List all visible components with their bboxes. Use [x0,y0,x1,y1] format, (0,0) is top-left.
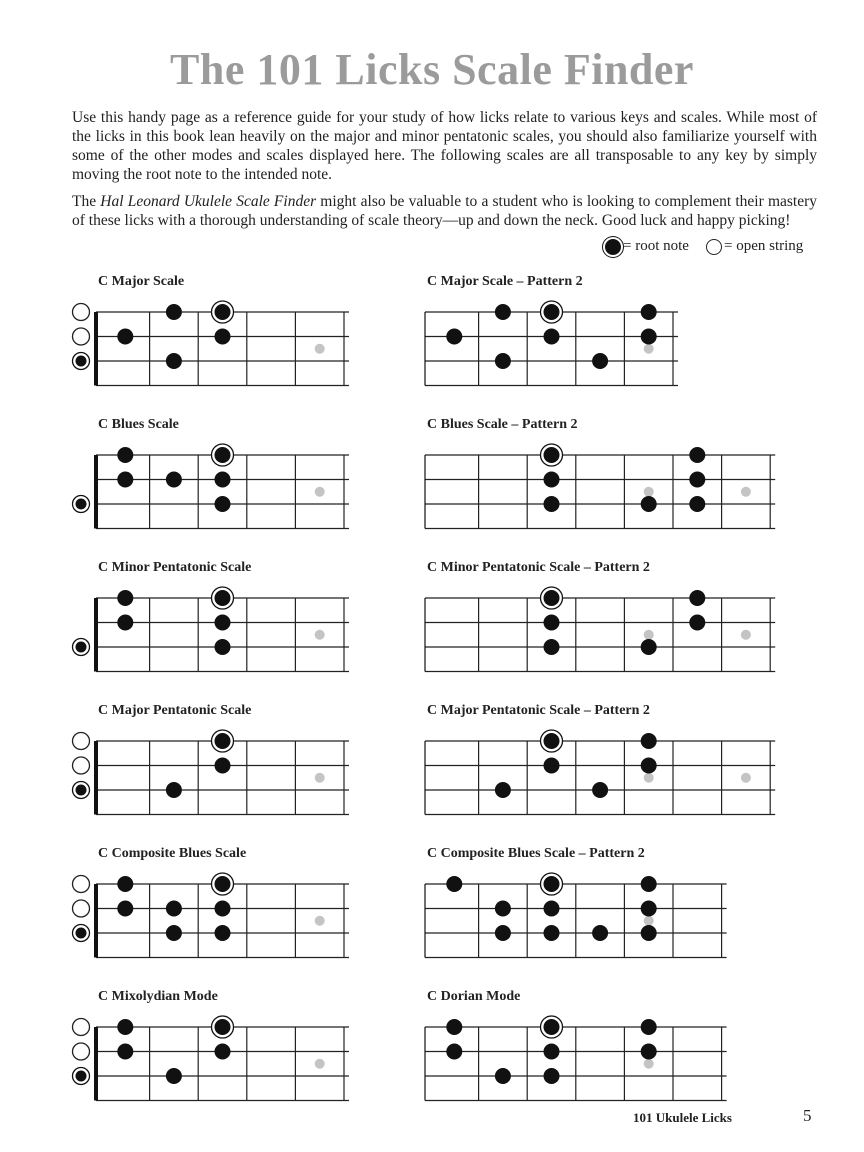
scale-note [544,901,560,917]
scale-diagram [425,417,775,529]
scale-note [544,1044,560,1060]
intro-paragraph: Use this handy page as a reference guide for your study of how licks relate to various keys and scales. While most of the licks in this book lean heavily on the major and minor pentatonic scales, you should also familiarize yourself with some of the other modes and scales displayed here. The following scales are all transposable to any key by simply moving the root note to the intended note. [72,109,817,183]
scale-note [641,329,657,345]
scale-note [495,353,511,369]
scale-note [215,1044,231,1060]
diagram-title: C Major Scale [98,274,185,289]
paragraph-prefix: The [72,193,101,210]
diagram-title: C Major Pentatonic Scale – Pattern 2 [427,703,650,718]
scale-note [544,472,560,488]
scale-note [495,901,511,917]
open-root-note [76,499,87,510]
scale-note [544,496,560,512]
root-note [215,447,231,463]
scale-note [446,1019,462,1035]
fret-marker [315,1059,325,1069]
scale-note [592,782,608,798]
scale-note [215,329,231,345]
scale-diagram [73,560,350,672]
open-string [73,876,90,893]
scale-note [689,472,705,488]
scale-note [689,615,705,631]
scale-note [641,758,657,774]
legend-open-string-label: = open string [724,238,804,254]
scale-note [117,876,133,892]
scale-diagram [73,417,350,529]
scale-note [446,876,462,892]
scale-note [641,1019,657,1035]
legend-root-note-label: = root note [623,238,689,254]
scale-note [544,329,560,345]
scale-note [446,329,462,345]
fret-marker [315,630,325,640]
root-note [215,590,231,606]
diagram-title: C Mixolydian Mode [98,989,218,1004]
scale-diagram [73,703,350,815]
open-root-note [76,785,87,796]
diagram-title: C Dorian Mode [427,989,521,1004]
scale-note [641,304,657,320]
open-root-note [76,928,87,939]
fret-marker [644,487,654,497]
open-root-note [76,356,87,367]
scale-note [117,1019,133,1035]
diagram-title: C Blues Scale – Pattern 2 [427,417,578,432]
scale-note [689,447,705,463]
scale-note [641,1044,657,1060]
open-root-note [76,1071,87,1082]
open-root-note [76,642,87,653]
scale-note [495,1068,511,1084]
scale-note [592,925,608,941]
scale-note [166,304,182,320]
root-note [215,1019,231,1035]
root-note [544,876,560,892]
scale-note [215,901,231,917]
fret-marker [644,630,654,640]
fret-marker [741,773,751,783]
scale-note [592,353,608,369]
scale-note [495,782,511,798]
scale-note [166,925,182,941]
scale-note [689,590,705,606]
scale-diagram [425,274,678,386]
root-note [215,304,231,320]
root-note [544,590,560,606]
open-string [73,1019,90,1036]
open-string [73,757,90,774]
page-title: The 101 Licks Scale Finder [170,45,694,94]
fret-marker [315,487,325,497]
scale-note [544,639,560,655]
scale-note [166,901,182,917]
scale-note [544,758,560,774]
scale-note [544,925,560,941]
root-note [215,733,231,749]
scale-note [166,353,182,369]
scale-note [117,447,133,463]
scale-note [215,925,231,941]
fret-marker [644,344,654,354]
root-note [544,304,560,320]
scale-note [641,876,657,892]
scale-note [641,733,657,749]
scale-note [689,496,705,512]
scale-note [215,496,231,512]
scale-note [544,1068,560,1084]
scale-diagram [425,560,775,672]
scale-note [117,615,133,631]
open-string [73,733,90,750]
scale-diagram [425,703,775,815]
root-note [544,733,560,749]
scale-diagram [73,989,350,1101]
open-string [73,304,90,321]
book-title-reference: Hal Leonard Ukulele Scale Finder [100,193,317,210]
diagram-title: C Composite Blues Scale – Pattern 2 [427,846,645,861]
diagram-title: C Minor Pentatonic Scale [98,560,252,575]
scale-note [544,615,560,631]
scale-note [166,1068,182,1084]
paragraph-body: might also be valuable to a student who is looking to complement their mastery of these licks with a thorough understanding of scale theory—up and down the neck. Good luck and happy picking! [72,193,818,229]
scale-note [641,639,657,655]
scale-note [117,901,133,917]
root-note [215,876,231,892]
scale-diagram [425,989,727,1101]
scale-note [117,472,133,488]
scale-note [215,472,231,488]
fret-marker [644,1059,654,1069]
fret-marker [315,916,325,926]
open-string [73,1043,90,1060]
fret-marker [315,773,325,783]
scale-note [495,304,511,320]
scale-note [215,758,231,774]
scale-note [641,496,657,512]
scale-note [215,639,231,655]
diagram-title: C Minor Pentatonic Scale – Pattern 2 [427,560,650,575]
fret-marker [315,344,325,354]
scale-note [446,1044,462,1060]
scale-diagram [73,274,350,386]
diagram-title: C Major Pentatonic Scale [98,703,252,718]
scale-note [215,615,231,631]
footer-book-title: 101 Ukulele Licks [633,1110,732,1125]
diagram-title: C Major Scale – Pattern 2 [427,274,583,289]
scale-note [117,590,133,606]
scale-note [166,472,182,488]
fret-marker [644,773,654,783]
diagram-title: C Composite Blues Scale [98,846,247,861]
fret-marker [741,630,751,640]
scale-note [117,1044,133,1060]
scale-note [641,925,657,941]
fret-marker [741,487,751,497]
scale-diagram [425,846,727,958]
scale-note [495,925,511,941]
root-note [544,447,560,463]
fret-marker [644,916,654,926]
diagram-title: C Blues Scale [98,417,179,432]
root-note [544,1019,560,1035]
scale-note [641,901,657,917]
open-string [73,900,90,917]
open-string [73,328,90,345]
page-number: 5 [803,1106,812,1125]
scale-note [166,782,182,798]
scale-diagram [73,846,350,958]
scale-note [117,329,133,345]
